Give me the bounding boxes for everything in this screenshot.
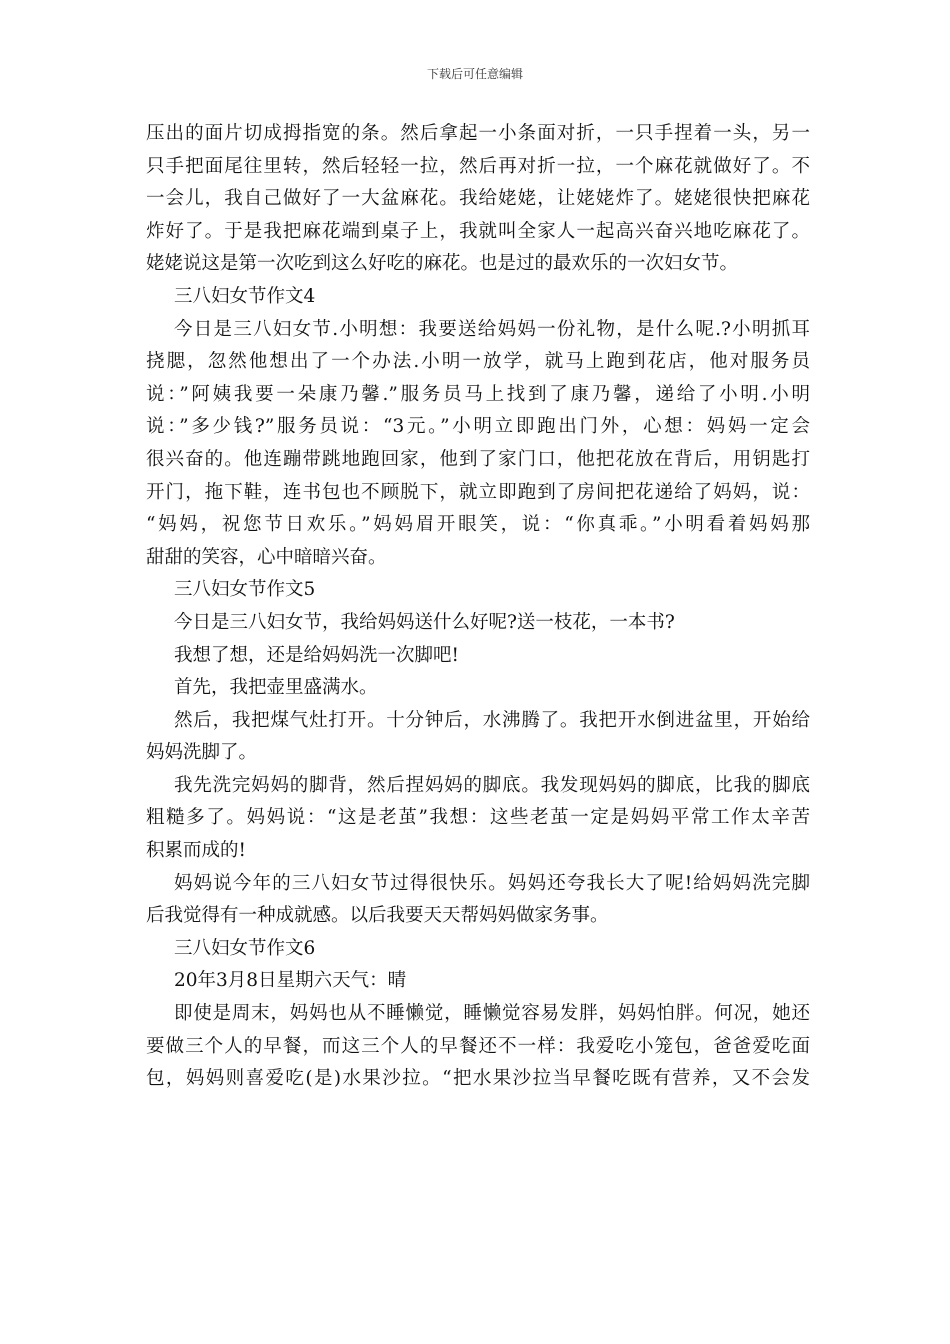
text-line: 要做三个人的早餐，而这三个人的早餐还不一样：我爱吃小笼包，爸爸爱吃面 bbox=[146, 1035, 810, 1057]
text-line: 一会儿，我自己做好了一大盆麻花。我给姥姥，让姥姥炸了。姥姥很快把麻花 bbox=[146, 188, 810, 210]
text-line: 我先洗完妈妈的脚背，然后捏妈妈的脚底。我发现妈妈的脚底，比我的脚底 bbox=[174, 774, 810, 796]
text-line: 炸好了。于是我把麻花端到桌子上，我就叫全家人一起高兴奋兴地吃麻花了。 bbox=[146, 220, 810, 242]
text-line: 开门，拖下鞋，连书包也不顾脱下，就立即跑到了房间把花递给了妈妈，说： bbox=[146, 481, 810, 503]
text-line: 三八妇女节作文6 bbox=[174, 937, 316, 959]
text-line: 积累而成的! bbox=[146, 840, 246, 862]
text-line: 妈妈说今年的三八妇女节过得很快乐。妈妈还夸我长大了呢!给妈妈洗完脚 bbox=[174, 872, 810, 894]
text-line: 挠腮，忽然他想出了一个办法.小明一放学，就马上跑到花店，他对服务员 bbox=[146, 351, 810, 373]
text-line: 20年3月8日星期六天气：晴 bbox=[174, 970, 407, 992]
document-body bbox=[146, 118, 810, 1096]
text-line: 粗糙多了。妈妈说：“这是老茧”我想：这些老茧一定是妈妈平常工作太辛苦 bbox=[146, 807, 810, 829]
text-line: 说：”多少钱?”服务员说：“3元。”小明立即跑出门外，心想：妈妈一定会 bbox=[146, 416, 810, 438]
text-line: “妈妈，祝您节日欢乐。”妈妈眉开眼笑，说：“你真乖。”小明看着妈妈那 bbox=[146, 514, 810, 536]
text-line: 我想了想，还是给妈妈洗一次脚吧! bbox=[174, 644, 459, 666]
text-line: 压出的面片切成拇指宽的条。然后拿起一小条面对折，一只手捏着一头，另一 bbox=[146, 123, 810, 144]
text-line: 说：”阿姨我要一朵康乃馨.”服务员马上找到了康乃馨，递给了小明.小明 bbox=[146, 383, 810, 405]
page-header: 下载后可任意编辑 bbox=[426, 67, 523, 81]
text-line: 今日是三八妇女节，我给妈妈送什么好呢?送一枝花，一本书? bbox=[174, 611, 675, 633]
text-line: 首先，我把壶里盛满水。 bbox=[174, 677, 378, 699]
text-line: 三八妇女节作文4 bbox=[174, 285, 316, 307]
text-line: 三八妇女节作文5 bbox=[174, 579, 316, 601]
text-line: 很兴奋的。他连蹦带跳地跑回家，他到了家门口，他把花放在背后，用钥匙打 bbox=[146, 448, 810, 470]
text-line: 姥姥说这是第一次吃到这么好吃的麻花。也是过的最欢乐的一次妇女节。 bbox=[146, 253, 739, 275]
text-line: 甜甜的笑容，心中暗暗兴奋。 bbox=[146, 546, 387, 568]
text-line: 即使是周末，妈妈也从不睡懒觉，睡懒觉容易发胖，妈妈怕胖。何况，她还 bbox=[174, 1003, 810, 1025]
text-line: 然后，我把煤气灶打开。十分钟后，水沸腾了。我把开水倒进盆里，开始给 bbox=[174, 709, 810, 731]
text-line: 只手把面尾往里转，然后轻轻一拉，然后再对折一拉，一个麻花就做好了。不 bbox=[146, 155, 810, 177]
text-line: 今日是三八妇女节.小明想：我要送给妈妈一份礼物，是什么呢.?小明抓耳 bbox=[174, 318, 810, 340]
text-line: 后我觉得有一种成就感。以后我要天天帮妈妈做家务事。 bbox=[146, 905, 609, 927]
text-line: 包，妈妈则喜爱吃(是)水果沙拉。“把水果沙拉当早餐吃既有营养，又不会发 bbox=[146, 1068, 810, 1090]
text-line: 妈妈洗脚了。 bbox=[146, 742, 258, 764]
